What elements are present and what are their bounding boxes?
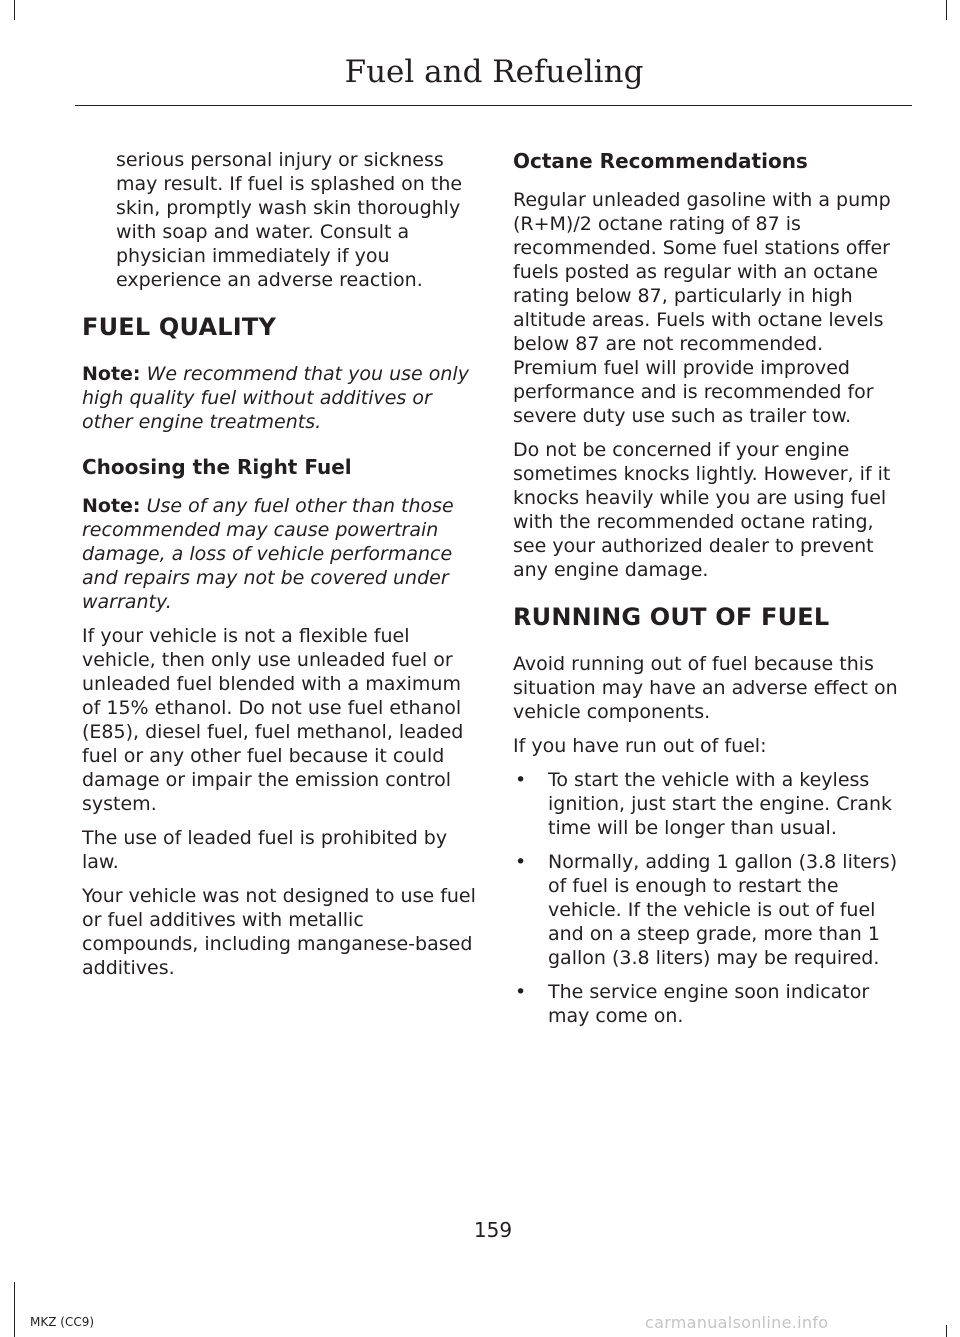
running-out-paragraph-1: Avoid running out of fuel because this situation may have an adverse effect on vehicle components. xyxy=(513,653,898,723)
list-item-text: Normally, adding 1 gallon (3.8 liters) of fuel is enough to restart the vehicle. If the vehicle is out of fuel and on a steep grade, more than 1 gallon (3.8 liters) may be required. xyxy=(548,851,898,969)
note-label: Note: xyxy=(82,363,141,385)
list-item xyxy=(513,980,911,1028)
crop-mark-top-right xyxy=(946,0,947,20)
note-label: Note: xyxy=(82,495,141,517)
page-number: 159 xyxy=(473,1218,513,1242)
fuel-quality-heading: FUEL QUALITY xyxy=(82,313,277,341)
metallic-additives-paragraph: Your vehicle was not designed to use fuel or fuel additives with metallic compounds, including manganese-based additives. xyxy=(82,885,476,979)
crop-mark-top-left xyxy=(14,0,15,20)
bullet-icon: • xyxy=(515,981,527,1003)
page-header xyxy=(0,54,960,90)
warning-continuation: serious personal injury or sickness may result. If fuel is splashed on the skin, promptly wash skin thoroughly with soap and water. Consult a physician immediately if you experience an adverse reaction. xyxy=(116,149,463,291)
octane-heading: Octane Recommendations xyxy=(513,149,808,173)
list-item xyxy=(513,768,911,840)
note-text: Use of any fuel other than those recommended may cause powertrain damage, a loss of vehicle performance and repairs may not be covered under warranty. xyxy=(82,495,454,613)
octane-paragraph-1: Regular unleaded gasoline with a pump (R+M)/2 octane rating of 87 is recommended. Some fuel stations offer fuels posted as regular with an octane rating below 87, particularly in high altitude areas. Fuels with octane levels below 87 are not recommended. Premium fuel will provide improved performance and is recommended for severe duty use such as trailer tow. xyxy=(513,189,891,427)
header-divider xyxy=(75,105,912,106)
running-out-list xyxy=(513,768,911,1028)
list-item-text: To start the vehicle with a keyless ignition, just start the engine. Crank time will be longer than usual. xyxy=(548,769,893,839)
bullet-icon: • xyxy=(515,769,527,791)
unleaded-fuel-paragraph: If your vehicle is not a flexible fuel vehicle, then only use unleaded fuel or unleaded fuel blended with a maximum of 15% ethanol. Do not use fuel ethanol (E85), diesel fuel, fuel methanol, leaded fuel or any other fuel because it could damage or impair the emission control system. xyxy=(82,625,464,815)
leaded-fuel-paragraph: The use of leaded fuel is prohibited by law. xyxy=(82,827,448,873)
list-item xyxy=(513,850,911,970)
model-code: MKZ (CC9) xyxy=(30,1315,95,1329)
crop-mark-bottom-right xyxy=(946,1325,947,1337)
left-column xyxy=(82,148,480,990)
page-title: Fuel and Refueling xyxy=(344,54,644,90)
running-out-heading: RUNNING OUT OF FUEL xyxy=(513,603,830,631)
right-column xyxy=(513,148,911,1038)
octane-paragraph-2: Do not be concerned if your engine sometimes knocks lightly. However, if it knocks heavily while you are using fuel with the recommended octane rating, see your authorized dealer to prevent any engine damage. xyxy=(513,439,891,581)
bullet-icon: • xyxy=(515,851,527,873)
crop-mark-bottom-left xyxy=(14,1282,15,1337)
note-text: We recommend that you use only high quality fuel without additives or other engine treatments. xyxy=(82,363,469,433)
fuel-quality-note xyxy=(82,362,480,434)
watermark: carmanualsonline.info xyxy=(645,1313,829,1332)
choosing-fuel-note xyxy=(82,494,480,614)
running-out-paragraph-2: If you have run out of fuel: xyxy=(513,735,767,757)
list-item-text: The service engine soon indicator may come on. xyxy=(548,981,870,1027)
choosing-fuel-heading: Choosing the Right Fuel xyxy=(82,455,352,479)
